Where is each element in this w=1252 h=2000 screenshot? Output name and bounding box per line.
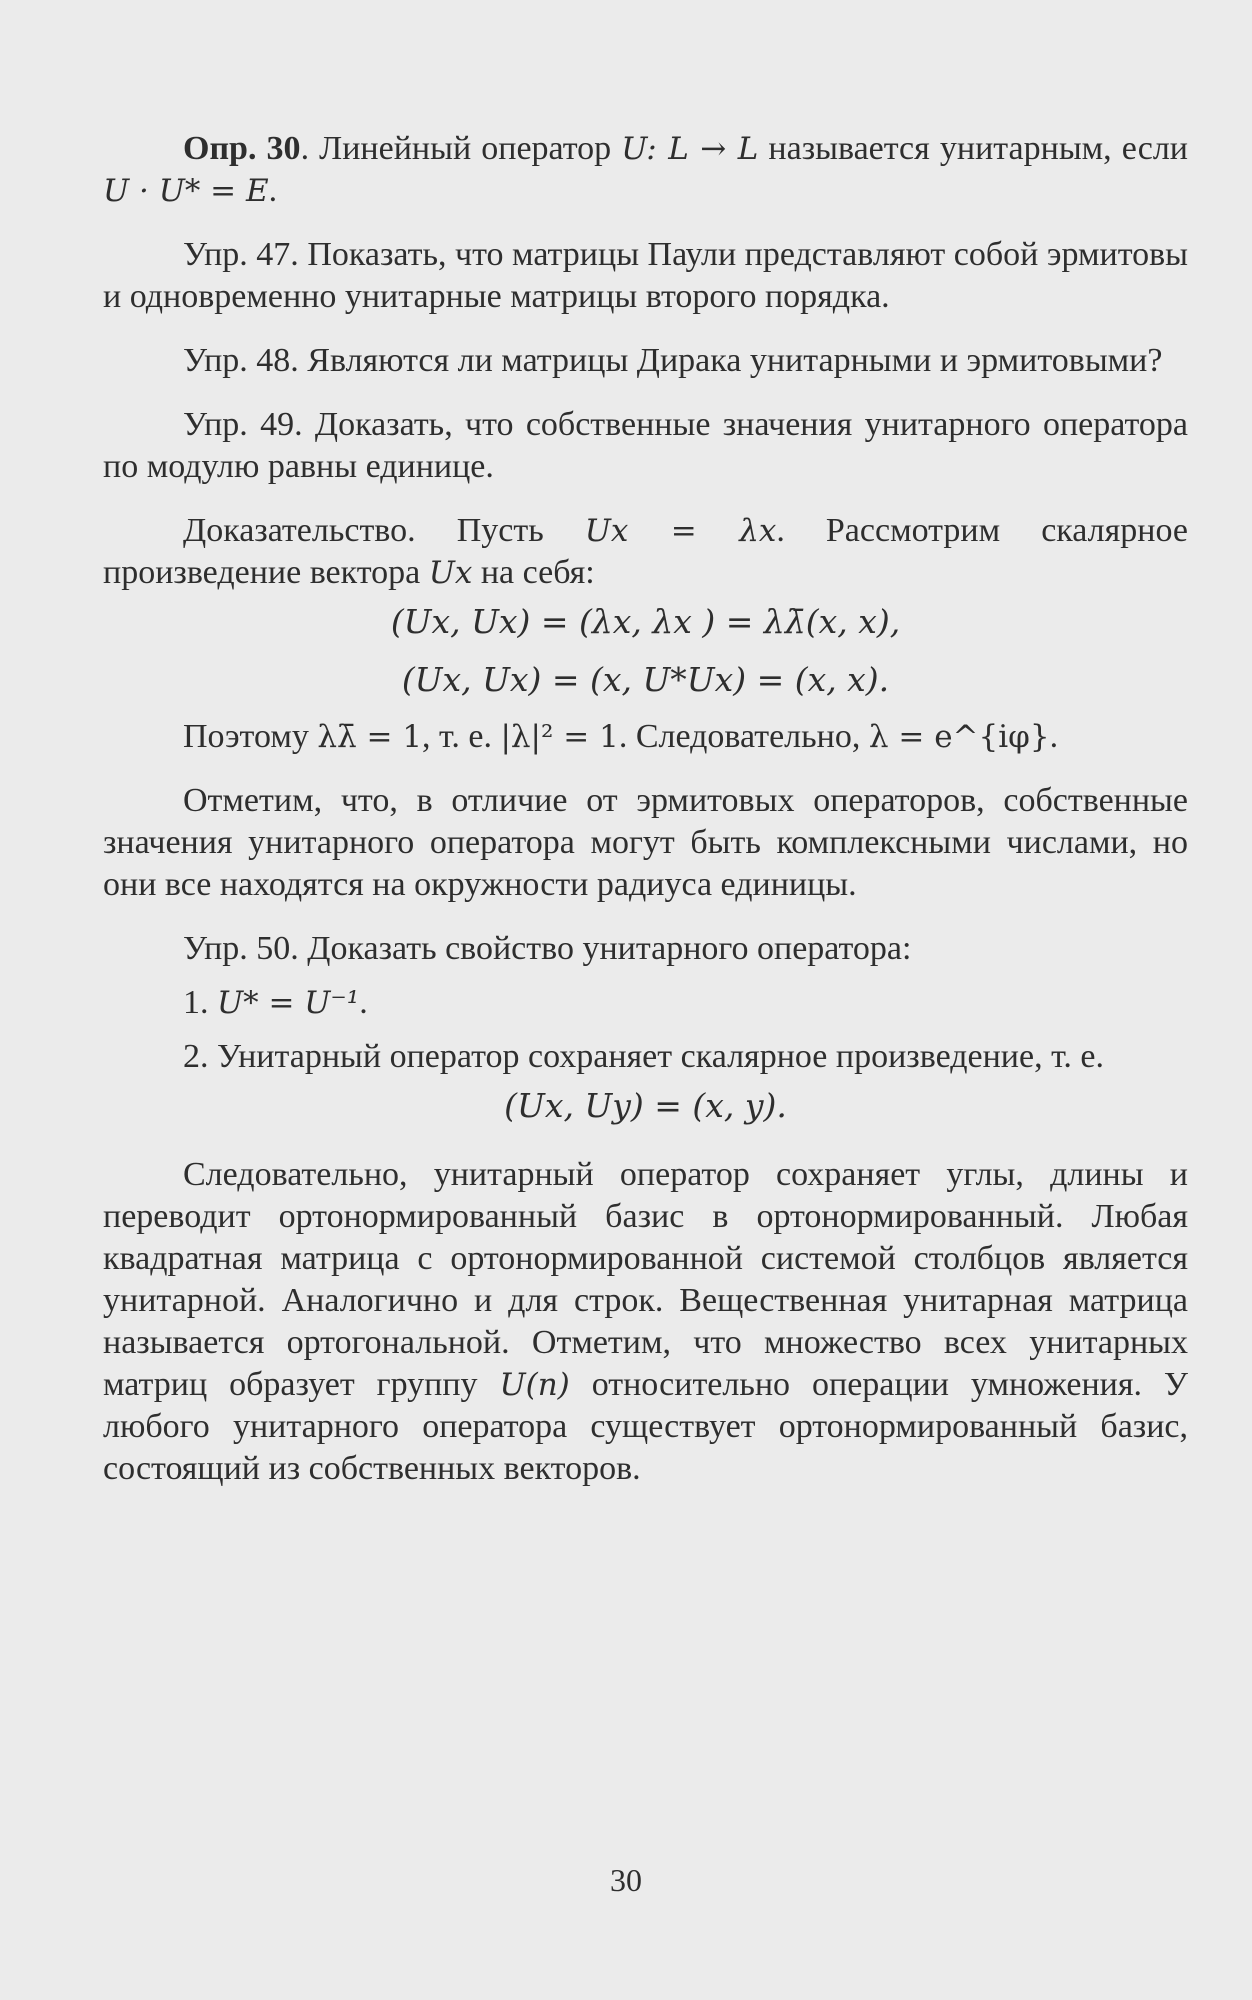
- closing-paragraph: [103, 1154, 1188, 1490]
- spacer: [103, 1024, 1188, 1036]
- equation-1: (Ux, Ux) = (λx, λx ) = λλ̄(x, x),: [390, 602, 901, 641]
- conclusion-text-d: .: [1049, 718, 1059, 755]
- proof-math-b: Ux: [428, 555, 473, 591]
- conclusion-math-b: |λ|² = 1: [500, 719, 619, 755]
- spacer: [103, 382, 1188, 404]
- definition-text-c: .: [268, 172, 278, 209]
- proof-text-c: на себя:: [472, 554, 595, 591]
- property-1-number: 1.: [183, 984, 217, 1021]
- spacer: [103, 970, 1188, 982]
- proof-paragraph: [103, 510, 1188, 594]
- proof-text-a: Доказательство. Пусть: [183, 512, 585, 549]
- exercise-48: Упр. 48. Являются ли матрицы Дирака унитарными и эрмитовыми?: [183, 342, 1163, 379]
- spacer: [103, 1142, 1188, 1154]
- remark-paragraph: Отметим, что, в отличие от эрмитовых операторов, собственные значения унитарного оператора могут быть комплексными числами, но они все находятся на окружности радиуса единицы.: [103, 782, 1188, 903]
- page-number: 30: [610, 1862, 642, 1898]
- spacer: [103, 758, 1188, 780]
- page-content: [103, 128, 1188, 1490]
- spacer: [103, 906, 1188, 928]
- exercise-50: Упр. 50. Доказать свойство унитарного оператора:: [183, 930, 912, 967]
- definition-paragraph: [103, 128, 1188, 212]
- conclusion-math-c: λ = e^{iφ}: [868, 719, 1050, 755]
- exercise-47: Упр. 47. Показать, что матрицы Паули представляют собой эрмитовы и одновременно унитарные матрицы второго порядка.: [103, 236, 1188, 315]
- equation-2: (Ux, Ux) = (x, U*Ux) = (x, x).: [401, 660, 890, 699]
- spacer: [103, 488, 1188, 510]
- conclusion-paragraph: [103, 716, 1188, 758]
- definition-text-b: называется унитарным, если: [758, 130, 1188, 167]
- definition-text-a: . Линейный оператор: [300, 130, 622, 167]
- definition-label: Опр. 30: [183, 130, 301, 167]
- proof-math-a: Ux = λx: [584, 513, 777, 549]
- conclusion-text-a: Поэтому: [183, 718, 318, 755]
- closing-math-a: U(n): [499, 1367, 570, 1403]
- property-1-end: .: [359, 984, 368, 1021]
- closing-text-b: относительно операции умножения. У любого унитарного оператора существует ортонормированный базис, состоящий из собственных векторов.: [103, 1366, 1188, 1487]
- spacer: [103, 212, 1188, 234]
- property-1-math: U* = U⁻¹: [217, 985, 360, 1021]
- conclusion-text-b: , т. е.: [422, 718, 501, 755]
- definition-math-b: U · U* = E: [103, 173, 269, 209]
- conclusion-math-a: λλ̄ = 1: [317, 719, 423, 755]
- spacer: [103, 318, 1188, 340]
- conclusion-text-c: . Следовательно,: [618, 718, 869, 755]
- definition-math-a: U: L → L: [621, 131, 759, 167]
- closing-text-a: Следовательно, унитарный оператор сохраняет углы, длины и переводит ортонормированный базис в ортонормированный. Любая квадратная матрица с ортонормированной системой столбцов является унитарной. Аналогично и для строк. Вещественная унитарная матрица называется ортогональной. Отметим, что множество всех унитарных матриц образует группу: [103, 1156, 1188, 1403]
- property-2: 2. Унитарный оператор сохраняет скалярное произведение, т. е.: [183, 1038, 1104, 1075]
- equation-3: (Ux, Uy) = (x, y).: [504, 1086, 787, 1125]
- property-1: [103, 982, 1188, 1024]
- exercise-49: Упр. 49. Доказать, что собственные значения унитарного оператора по модулю равны единице.: [103, 406, 1188, 485]
- proof-text-b: . Рассмотрим скалярное произведение вектора: [103, 512, 1188, 591]
